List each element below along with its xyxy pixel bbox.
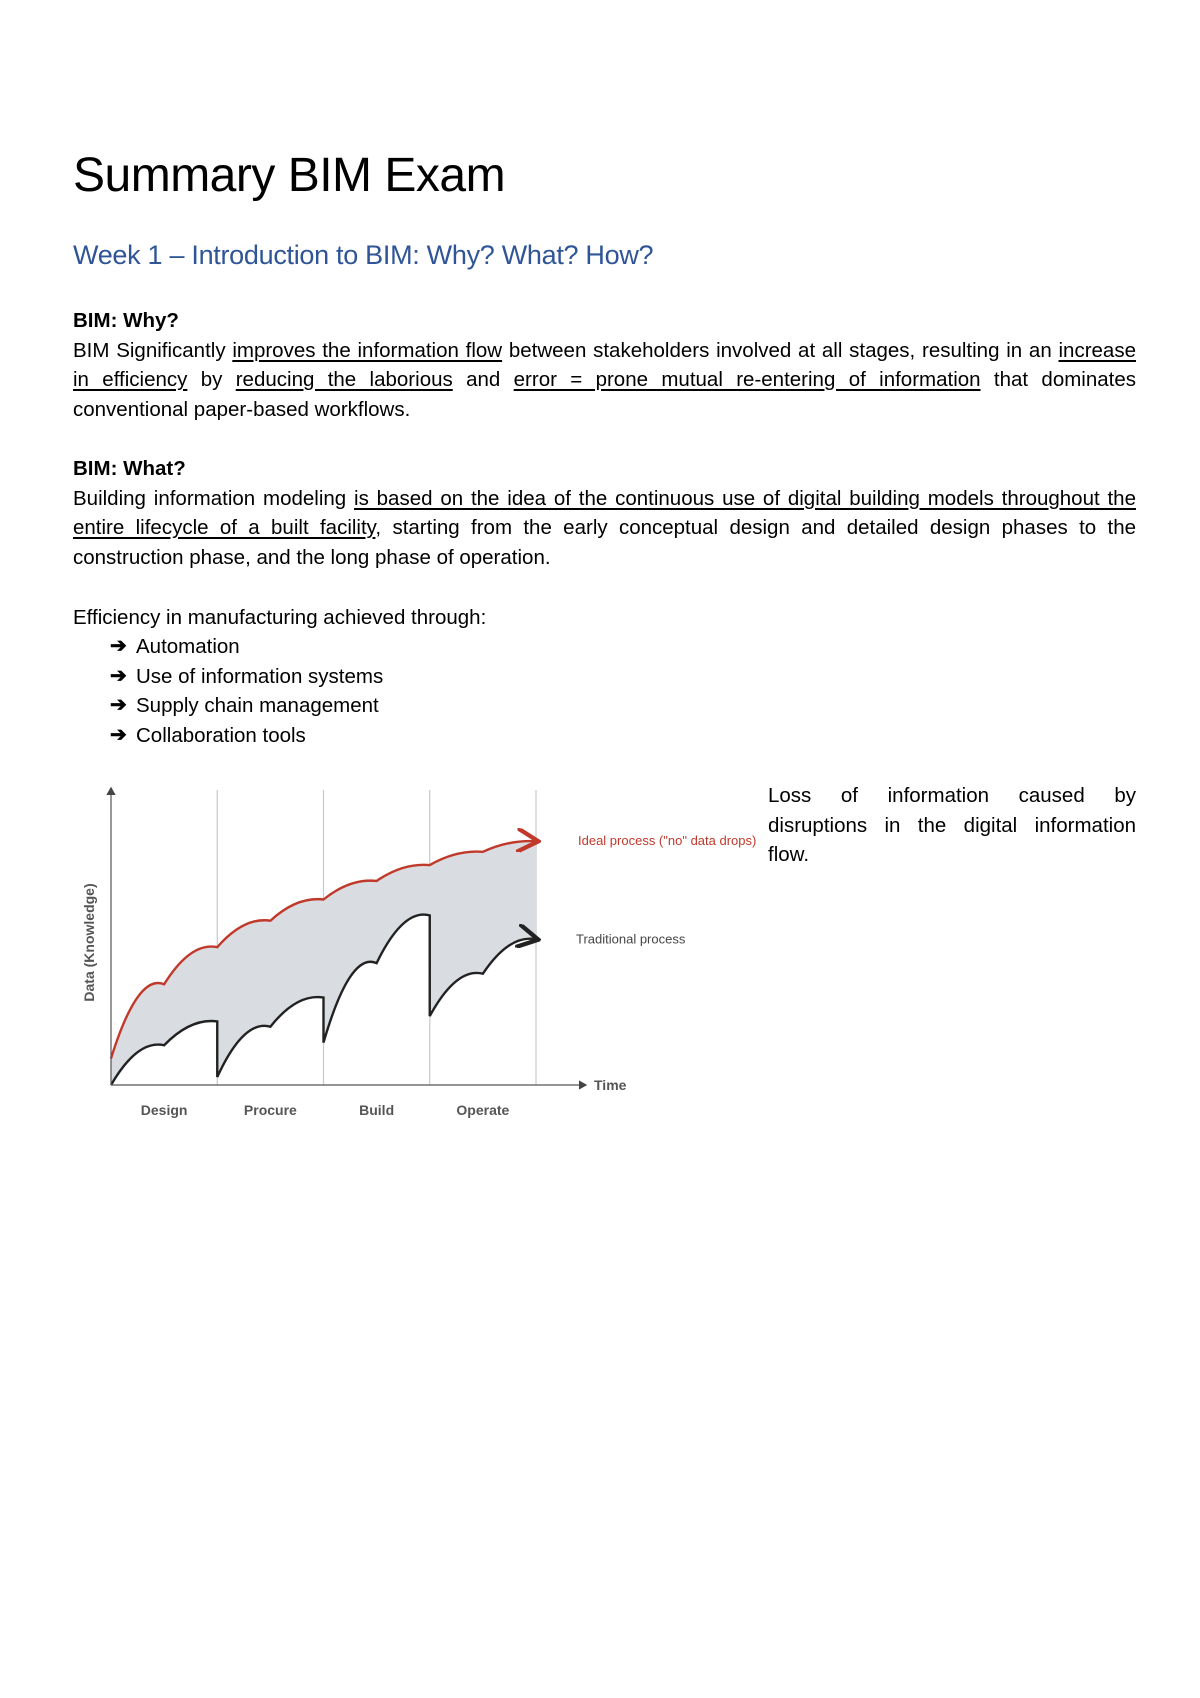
arrow-icon: ➔ [110,694,127,716]
phase-label: Procure [243,1102,297,1118]
section-what [73,454,1136,572]
data-loss-chart [80,775,760,1120]
what-heading: BIM: What? [73,457,186,480]
phase-label: Operate [456,1102,510,1118]
x-axis-label: Time [594,1077,627,1093]
list-item: ➔ Use of information systems [110,662,383,692]
side-note: Loss of information caused by disruptions in the digital information flow. [768,784,1136,866]
why-heading: BIM: Why? [73,309,179,332]
document-title: Summary BIM Exam [73,149,506,202]
legend-traditional-process: Traditional process [576,931,686,947]
phase-label: Build [359,1102,395,1118]
efficiency-intro: Efficiency in manufacturing achieved through: [73,606,487,629]
week-heading: Week 1 – Introduction to BIM: Why? What? How? [73,240,654,270]
y-axis-label: Data (Knowledge) [81,883,97,1002]
list-item: ➔ Collaboration tools [110,721,383,751]
legend-ideal-process: Ideal process ("no" data drops) [578,833,757,849]
phase-label: Design [140,1102,188,1118]
arrow-icon: ➔ [110,635,127,657]
arrow-icon: ➔ [110,723,127,746]
section-why [73,306,1136,424]
what-paragraph: Building information modeling is based on the idea of the continuous use of digital building models throughout the entire lifecycle of a built facility, starting from the early conceptual design and detailed design phases to the construction phase, and the long phase of operation. [73,486,1136,569]
arrow-icon: ➔ [110,664,127,687]
list-item: ➔ Automation [110,632,383,662]
why-paragraph: BIM Significantly improves the information flow between stakeholders involved at all stages, resulting in an increase in efficiency by reducing the laborious and error = prone mutual re-entering of information that dominates conventional paper-based workflows. [73,338,1137,421]
efficiency-list [110,632,383,750]
list-item: ➔ Supply chain management [110,691,383,721]
